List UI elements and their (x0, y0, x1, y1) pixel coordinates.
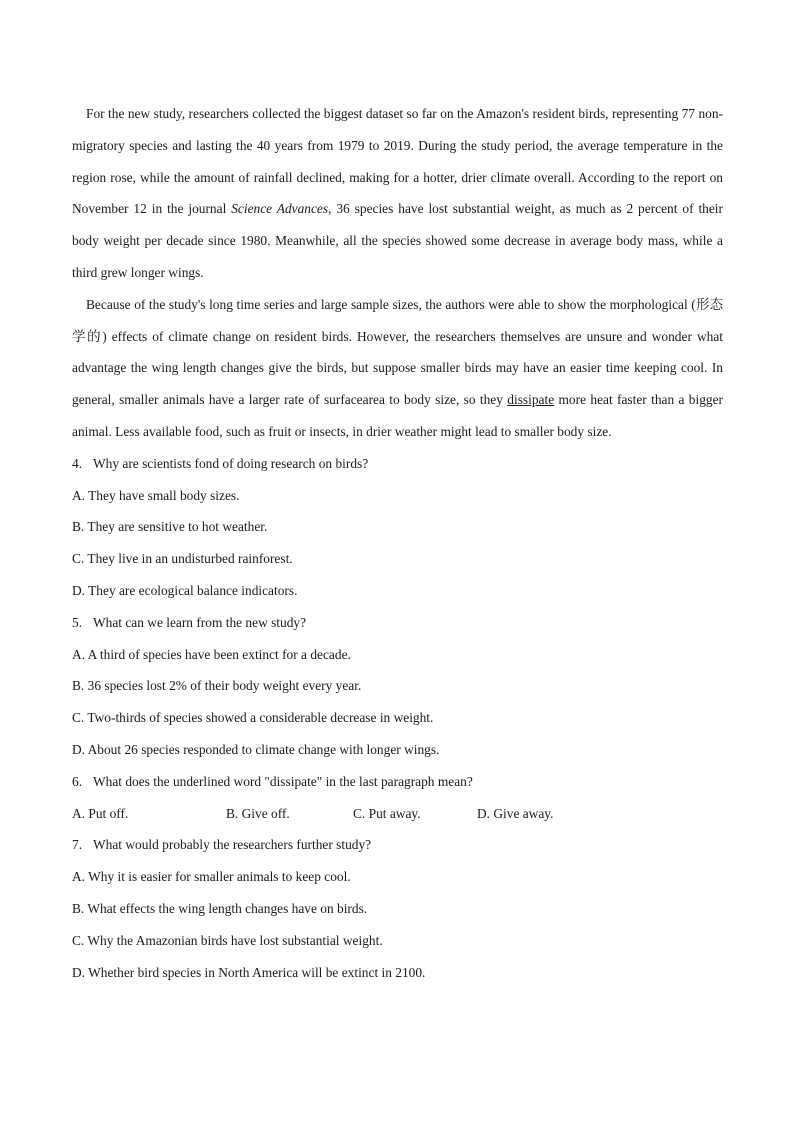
option-c: C. Two-thirds of species showed a considerable decrease in weight. (72, 710, 434, 726)
passage-paragraph-1 (72, 98, 723, 289)
question-text: Why are scientists fond of doing research on birds? (93, 455, 369, 471)
option-d: D. About 26 species responded to climate change with longer wings. (72, 741, 440, 757)
question-4 (72, 448, 723, 480)
paragraph-text: Because of the study's long time series and large sample sizes, the authors were able to show the morphological (形态学的) effects of climate change on resident birds. However, the researchers themselves are unsure and wonder what advantage the wing length changes give the birds, but suppose smaller birds may have an easier time keeping cool. In general, smaller animals have a larger rate of surfacearea to body size, so they (72, 296, 723, 408)
journal-name: Science Advances (231, 201, 329, 217)
option-a: A. Put off. (72, 805, 129, 821)
option-d: D. They are ecological balance indicators. (72, 582, 298, 598)
question-text: What can we learn from the new study? (93, 614, 307, 630)
question-text: What would probably the researchers further study? (93, 837, 372, 853)
option-c: C. Put away. (353, 805, 421, 821)
question-5 (72, 607, 723, 639)
options-row (72, 798, 723, 830)
option-b: B. What effects the wing length changes have on birds. (72, 900, 368, 916)
option-b: B. 36 species lost 2% of their body weight every year. (72, 678, 362, 694)
paragraph-text: more heat faster than a bigger animal. Less available food, such as fruit or insects, in drier weather might lead to smaller body size. (72, 392, 723, 439)
question-6 (72, 766, 723, 798)
option-a: A. A third of species have been extinct for a decade. (72, 646, 351, 662)
option-a: A. They have small body sizes. (72, 487, 240, 503)
document-page (72, 98, 723, 988)
option-c: C. Why the Amazonian birds have lost substantial weight. (72, 932, 383, 948)
question-number: 5. (72, 614, 83, 630)
underlined-word: dissipate (507, 392, 555, 408)
option-a: A. Why it is easier for smaller animals to keep cool. (72, 869, 351, 885)
question-number: 4. (72, 455, 83, 471)
option-b: B. They are sensitive to hot weather. (72, 519, 268, 535)
option-c: C. They live in an undisturbed rainforest. (72, 551, 293, 567)
option-d: D. Whether bird species in North America will be extinct in 2100. (72, 964, 426, 980)
paragraph-text: , 36 species have lost substantial weight, as much as 2 percent of their body weight per decade since 1980. Meanwhile, all the species showed some decrease in average body mass, while a third grew longer wings. (72, 201, 723, 280)
passage-paragraph-2 (72, 289, 723, 448)
question-number: 7. (72, 837, 83, 853)
question-7 (72, 829, 723, 861)
option-b: B. Give off. (226, 805, 290, 821)
question-text: What does the underlined word "dissipate" in the last paragraph mean? (93, 773, 473, 789)
question-number: 6. (72, 773, 83, 789)
option-d: D. Give away. (477, 805, 554, 821)
paragraph-text: For the new study, researchers collected the biggest dataset so far on the Amazon's resident birds, representing 77 non-migratory species and lasting the 40 years from 1979 to 2019. During the study period, the average temperature in the region rose, while the amount of rainfall declined, making for a hotter, drier climate overall. According to the report on November 12 in the journal (72, 106, 723, 217)
